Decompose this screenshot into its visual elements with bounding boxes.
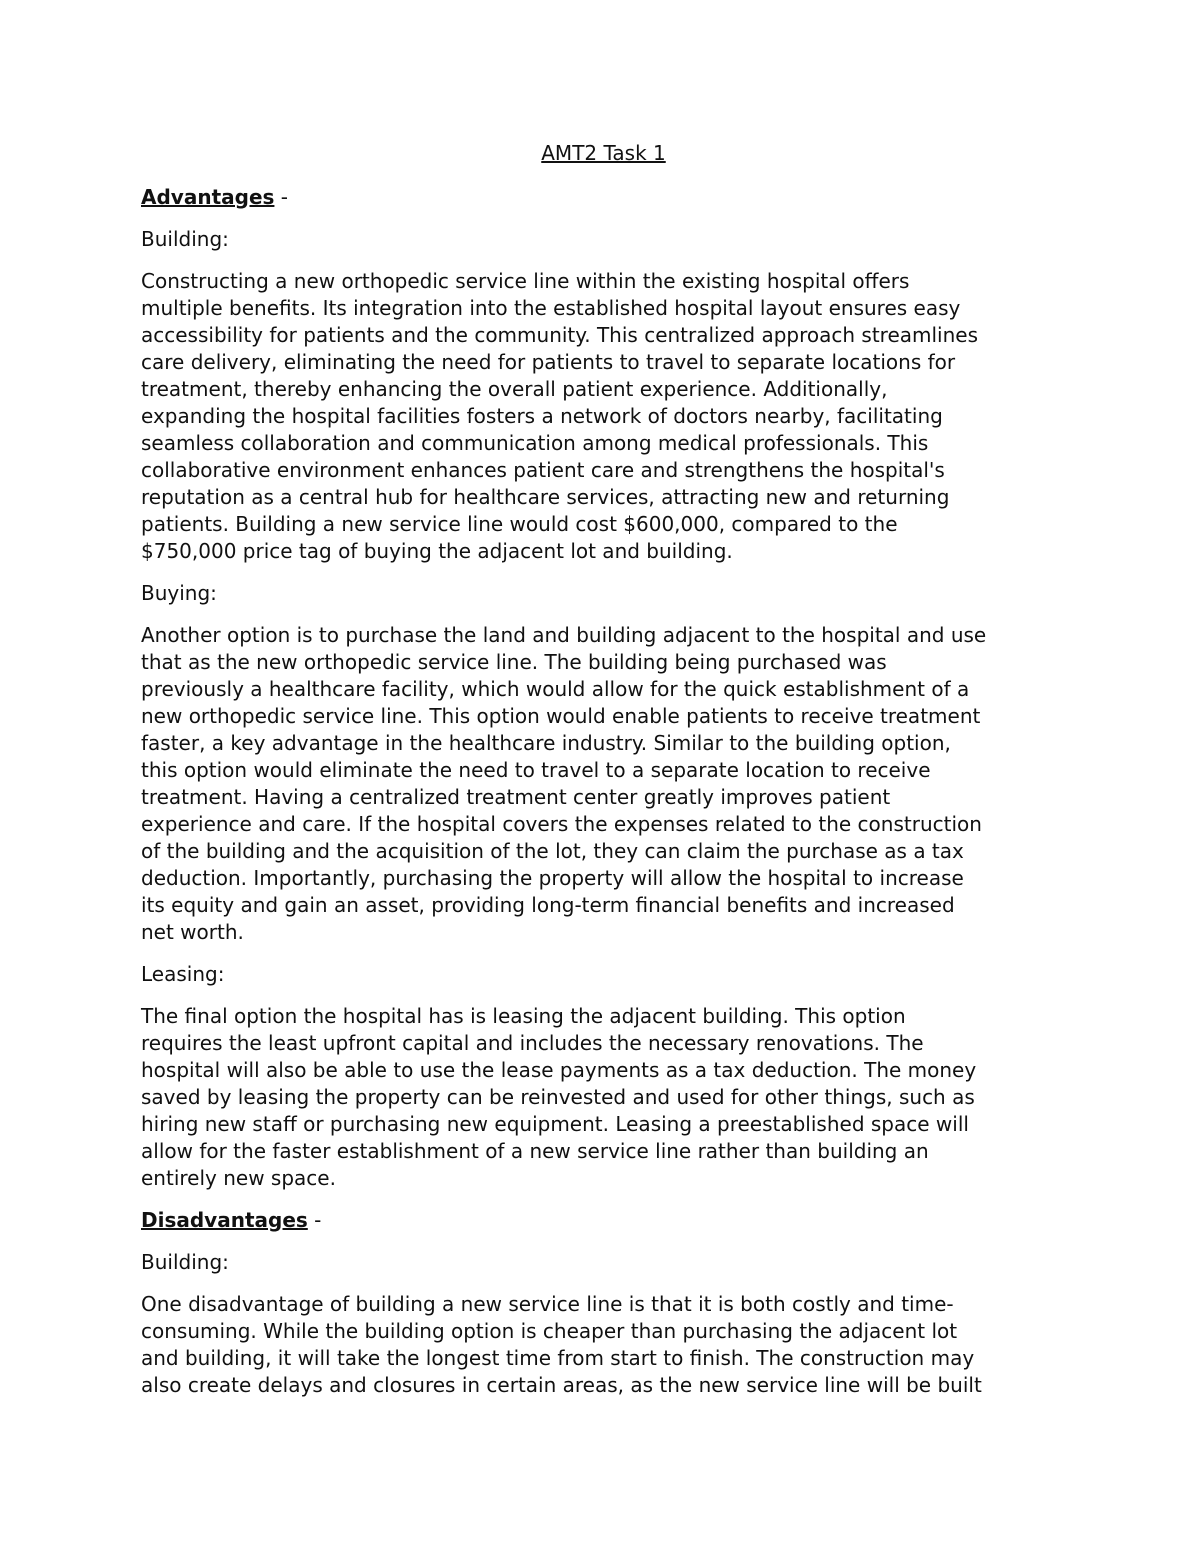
document-title: AMT2 Task 1 xyxy=(541,141,666,165)
paragraph-line: The final option the hospital has is leasing the adjacent building. This option xyxy=(141,1004,906,1028)
advantages-heading-suffix: - xyxy=(274,185,288,209)
disadvantages-heading-text: Disadvantages xyxy=(141,1208,308,1232)
paragraph-line: faster, a key advantage in the healthcare industry. Similar to the building option, xyxy=(141,731,951,755)
paragraph-line: deduction. Importantly, purchasing the property will allow the hospital to increase xyxy=(141,866,964,890)
paragraph-line: net worth. xyxy=(141,920,244,944)
paragraph-line: seamless collaboration and communication among medical professionals. This xyxy=(141,431,929,455)
paragraph-line: treatment, thereby enhancing the overall patient experience. Additionally, xyxy=(141,377,888,401)
paragraph-line: patients. Building a new service line would cost $600,000, compared to the xyxy=(141,512,898,536)
paragraph-line: hospital will also be able to use the lease payments as a tax deduction. The money xyxy=(141,1058,977,1082)
paragraph-line: also create delays and closures in certain areas, as the new service line will be built xyxy=(141,1373,982,1397)
paragraph-line: Another option is to purchase the land and building adjacent to the hospital and use xyxy=(141,623,987,647)
advantages-buying-paragraph xyxy=(141,622,1066,946)
paragraph-line: care delivery, eliminating the need for patients to travel to separate locations for xyxy=(141,350,956,374)
paragraph-line: One disadvantage of building a new service line is that it is both costly and time- xyxy=(141,1292,954,1316)
disadvantages-building-paragraph xyxy=(141,1291,1066,1399)
advantages-buying-label: Buying: xyxy=(141,581,217,605)
paragraph-line: of the building and the acquisition of the lot, they can claim the purchase as a tax xyxy=(141,839,964,863)
paragraph-line: requires the least upfront capital and includes the necessary renovations. The xyxy=(141,1031,924,1055)
paragraph-line: hiring new staff or purchasing new equipment. Leasing a preestablished space will xyxy=(141,1112,969,1136)
disadvantages-heading-suffix: - xyxy=(307,1208,322,1232)
paragraph-line: this option would eliminate the need to travel to a separate location to receive xyxy=(141,758,931,782)
disadvantages-building-label: Building: xyxy=(141,1250,229,1274)
advantages-heading-text: Advantages xyxy=(141,185,275,209)
advantages-building-label: Building: xyxy=(141,227,229,251)
paragraph-line: collaborative environment enhances patient care and strengthens the hospital's xyxy=(141,458,945,482)
advantages-building-paragraph xyxy=(141,268,1066,565)
paragraph-line: saved by leasing the property can be reinvested and used for other things, such as xyxy=(141,1085,975,1109)
paragraph-line: and building, it will take the longest time from start to finish. The construction may xyxy=(141,1346,975,1370)
paragraph-line: Constructing a new orthopedic service line within the existing hospital offers xyxy=(141,269,910,293)
paragraph-line: allow for the faster establishment of a new service line rather than building an xyxy=(141,1139,929,1163)
paragraph-line: treatment. Having a centralized treatment center greatly improves patient xyxy=(141,785,891,809)
paragraph-line: consuming. While the building option is cheaper than purchasing the adjacent lot xyxy=(141,1319,958,1343)
paragraph-line: reputation as a central hub for healthcare services, attracting new and returning xyxy=(141,485,950,509)
paragraph-line: multiple benefits. Its integration into the established hospital layout ensures easy xyxy=(141,296,961,320)
advantages-heading xyxy=(141,184,1066,211)
paragraph-line: previously a healthcare facility, which would allow for the quick establishment of a xyxy=(141,677,970,701)
paragraph-line: expanding the hospital facilities fosters a network of doctors nearby, facilitating xyxy=(141,404,943,428)
paragraph-line: its equity and gain an asset, providing long-term financial benefits and increased xyxy=(141,893,955,917)
disadvantages-heading xyxy=(141,1207,1066,1234)
advantages-leasing-paragraph xyxy=(141,1003,1066,1192)
paragraph-line: new orthopedic service line. This option would enable patients to receive treatment xyxy=(141,704,981,728)
paragraph-line: $750,000 price tag of buying the adjacent lot and building. xyxy=(141,539,733,563)
paragraph-line: accessibility for patients and the community. This centralized approach streamlines xyxy=(141,323,979,347)
paragraph-line: that as the new orthopedic service line. The building being purchased was xyxy=(141,650,887,674)
paragraph-line: entirely new space. xyxy=(141,1166,336,1190)
paragraph-line: experience and care. If the hospital covers the expenses related to the construction xyxy=(141,812,982,836)
advantages-leasing-label: Leasing: xyxy=(141,962,225,986)
document-page xyxy=(141,140,1066,1414)
